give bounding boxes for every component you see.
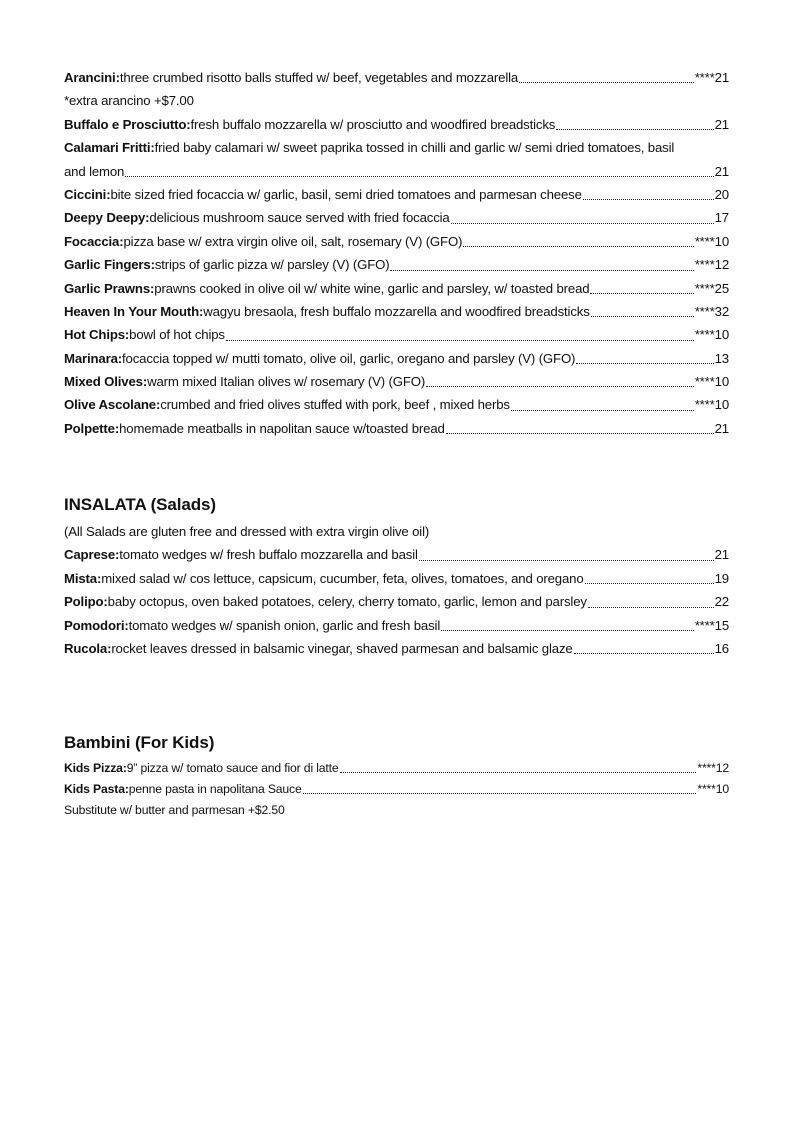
- item-name: Marinara:: [64, 350, 123, 366]
- item-description: crumbed and fried olives stuffed with pork, beef , mixed herbs: [160, 397, 510, 413]
- section-heading: INSALATA (Salads): [64, 495, 216, 514]
- item-name: Caprese:: [64, 547, 120, 563]
- item-price: 21: [714, 420, 729, 436]
- dot-leader: [556, 128, 713, 130]
- dot-leader: [125, 175, 713, 177]
- dot-leader: [576, 362, 713, 364]
- item-price: 17: [714, 210, 729, 226]
- item-description: bite sized fried focaccia w/ garlic, basil, semi dried tomatoes and parmesan cheese: [110, 186, 582, 202]
- item-price: 21: [714, 116, 729, 132]
- item-price: 20: [714, 186, 729, 202]
- item-name: Calamari Fritti:: [64, 140, 155, 156]
- item-description: bowl of hot chips: [129, 327, 225, 343]
- item-price: ****10: [694, 327, 729, 343]
- menu-item-polipo: [64, 590, 729, 613]
- item-name: Polpette:: [64, 420, 120, 436]
- item-name: Garlic Fingers:: [64, 257, 155, 273]
- item-description: penne pasta in napolitana Sauce: [128, 782, 302, 796]
- item-description: strips of garlic pizza w/ parsley (V) (GFO): [154, 257, 390, 273]
- item-description: warm mixed Italian olives w/ rosemary (V) (GFO): [147, 374, 426, 390]
- item-name: Olive Ascolane:: [64, 397, 161, 413]
- dot-leader: [226, 339, 694, 341]
- kids-section: [64, 731, 729, 821]
- item-price: 22: [714, 594, 729, 610]
- item-price: ****21: [694, 70, 729, 85]
- section-heading: Bambini (For Kids): [64, 733, 215, 752]
- item-description: three crumbed risotto balls stuffed w/ beef, vegetables and mozzarella: [119, 70, 519, 85]
- dot-leader: [303, 792, 697, 794]
- menu-item-pomodori: [64, 614, 729, 637]
- item-name: Kids Pasta:: [64, 782, 129, 796]
- item-price: ****10: [694, 374, 729, 390]
- dot-leader: [419, 559, 714, 561]
- menu-item-heaven-in-your-mouth: [64, 300, 729, 323]
- menu-item-garlic-fingers: [64, 253, 729, 276]
- item-price: 21: [714, 547, 729, 563]
- menu-item-deepy-deepy: [64, 206, 729, 229]
- menu-item-rucola: [64, 637, 729, 660]
- menu-item-mixed-olives: [64, 370, 729, 393]
- item-description: pizza base w/ extra virgin olive oil, salt, rosemary (V) (GFO): [123, 233, 463, 249]
- item-description: mixed salad w/ cos lettuce, capsicum, cucumber, feta, olives, tomatoes, and oregano: [101, 570, 584, 586]
- menu-item-olive-ascolane: [64, 393, 729, 416]
- starters-section: [64, 66, 729, 440]
- item-price: ****10: [694, 397, 729, 413]
- menu-item-kids-pizza: [64, 758, 729, 779]
- item-name: Kids Pizza:: [64, 761, 127, 775]
- item-description: wagyu bresaola, fresh buffalo mozzarella and woodfired breadsticks: [203, 303, 590, 319]
- menu-item-arancini: [64, 66, 729, 89]
- dot-leader: [451, 222, 714, 224]
- item-price: ****15: [694, 617, 729, 633]
- item-price: 16: [714, 640, 729, 656]
- item-name: Pomodori:: [64, 617, 129, 633]
- dot-leader: [585, 582, 714, 584]
- item-description: fried baby calamari w/ sweet paprika tossed in chilli and garlic w/ semi dried tomatoes, basil: [154, 140, 675, 156]
- kids-substitute-note: Substitute w/ butter and parmesan +$2.50: [64, 803, 285, 817]
- item-name: Polipo:: [64, 594, 108, 610]
- dot-leader: [583, 198, 714, 200]
- item-description: homemade meatballs in napolitan sauce w/toasted bread: [119, 420, 445, 436]
- item-price: 21: [714, 163, 729, 179]
- item-name: Focaccia:: [64, 233, 124, 249]
- menu-item-polpette: [64, 417, 729, 440]
- item-price: ****12: [694, 257, 729, 273]
- item-price: ****12: [697, 761, 729, 775]
- item-description: 9” pizza w/ tomato sauce and fior di latte: [126, 761, 339, 775]
- menu-item-kids-pasta: [64, 779, 729, 800]
- item-name: Arancini:: [64, 70, 120, 85]
- menu-item-calamari-fritti-cont: [64, 160, 729, 183]
- item-name: Garlic Prawns:: [64, 280, 155, 296]
- dot-leader: [446, 432, 714, 434]
- item-description: tomato wedges w/ fresh buffalo mozzarella and basil: [119, 547, 418, 563]
- dot-leader: [390, 269, 693, 271]
- item-name: Mista:: [64, 570, 102, 586]
- item-description: delicious mushroom sauce served with fried focaccia: [149, 210, 450, 226]
- dot-leader: [511, 409, 694, 411]
- item-name: Heaven In Your Mouth:: [64, 303, 204, 319]
- item-description: rocket leaves dressed in balsamic vinegar, shaved parmesan and balsamic glaze: [111, 640, 573, 656]
- dot-leader: [591, 315, 694, 317]
- menu-item-caprese: [64, 543, 729, 566]
- dot-leader: [340, 771, 697, 773]
- menu-item-mista: [64, 567, 729, 590]
- item-description: fresh buffalo mozzarella w/ prosciutto and woodfired breadsticks: [190, 116, 556, 132]
- dot-leader: [519, 81, 694, 83]
- menu-item-calamari-fritti: [64, 136, 729, 159]
- menu-item-marinara: [64, 347, 729, 370]
- dot-leader: [588, 606, 714, 608]
- dot-leader: [463, 245, 693, 247]
- item-description: focaccia topped w/ mutti tomato, olive oil, garlic, oregano and parsley (V) (GFO): [122, 350, 576, 366]
- item-price: ****10: [694, 233, 729, 249]
- dot-leader: [441, 629, 694, 631]
- item-price: ****10: [697, 782, 729, 796]
- menu-item-buffalo-prosciutto: [64, 113, 729, 136]
- item-name: Rucola:: [64, 640, 112, 656]
- item-description: baby octopus, oven baked potatoes, celery, cherry tomato, garlic, lemon and parsley: [107, 594, 587, 610]
- item-name: Mixed Olives:: [64, 374, 148, 390]
- item-name: Deepy Deepy:: [64, 210, 150, 226]
- menu-item-focaccia: [64, 230, 729, 253]
- dot-leader: [574, 652, 714, 654]
- item-name: Ciccini:: [64, 186, 111, 202]
- item-description: tomato wedges w/ spanish onion, garlic and fresh basil: [128, 617, 441, 633]
- section-note: (All Salads are gluten free and dressed with extra virgin olive oil): [64, 524, 430, 539]
- dot-leader: [590, 292, 693, 294]
- arancini-extra-note: *extra arancino +$7.00: [64, 93, 194, 109]
- menu-item-ciccini: [64, 183, 729, 206]
- menu-item-hot-chips: [64, 323, 729, 346]
- item-name: Buffalo e Prosciutto:: [64, 116, 191, 132]
- salads-section: [64, 493, 729, 660]
- item-price: 13: [714, 350, 729, 366]
- item-name: Hot Chips:: [64, 327, 130, 343]
- item-description-cont: and lemon: [64, 163, 125, 179]
- item-price: 19: [714, 570, 729, 586]
- item-price: ****25: [694, 280, 729, 296]
- menu-item-garlic-prawns: [64, 277, 729, 300]
- dot-leader: [426, 385, 694, 387]
- item-description: prawns cooked in olive oil w/ white wine, garlic and parsley, w/ toasted bread: [154, 280, 590, 296]
- item-price: ****32: [694, 303, 729, 319]
